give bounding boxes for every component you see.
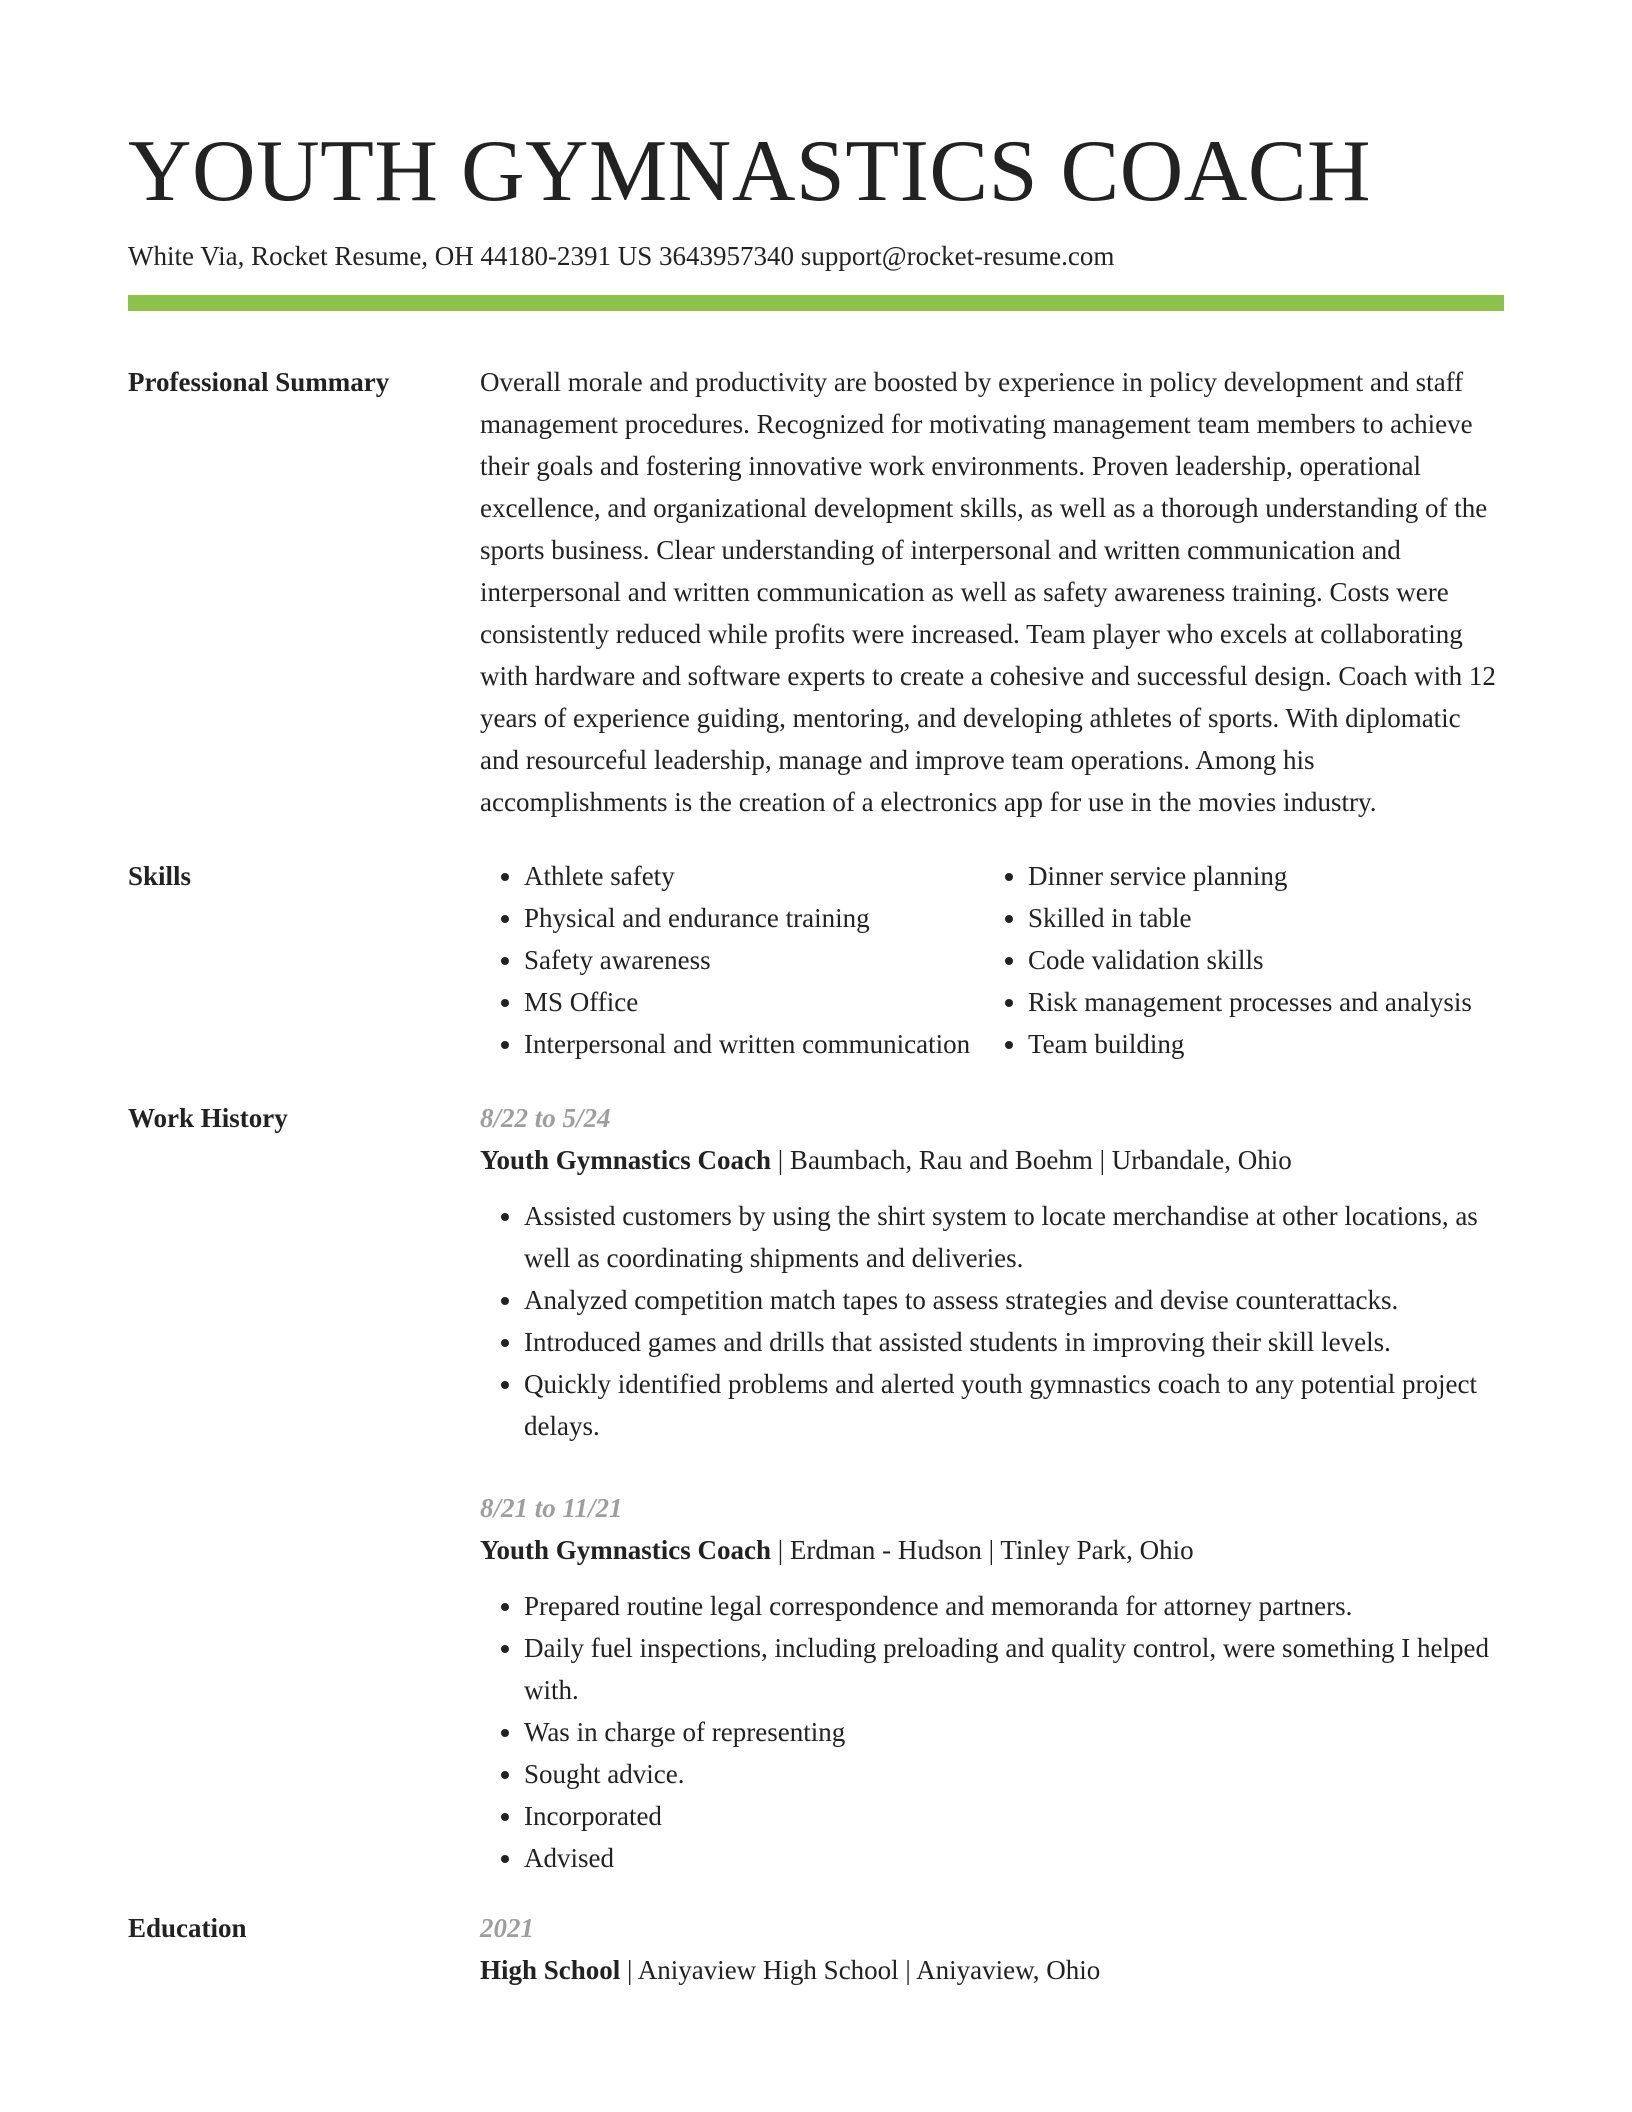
job-bullet: • Quickly identified problems and alerted youth gymnastics coach to any potential project delays. <box>524 1363 1504 1447</box>
job-header <box>480 1529 1504 1571</box>
education-entry <box>480 1949 1504 1991</box>
skills-section <box>128 855 1504 1065</box>
skill-item: • Skilled in table <box>1028 897 1488 939</box>
job-bullet: • Sought advice. <box>524 1753 1504 1795</box>
skill-item: • Interpersonal and written communication <box>524 1023 984 1065</box>
skill-item: • Physical and endurance training <box>524 897 984 939</box>
education-date: 2021 <box>480 1913 534 1943</box>
header-divider <box>128 295 1504 311</box>
job-title: Youth Gymnastics Coach <box>480 1535 772 1565</box>
job-header <box>480 1139 1504 1181</box>
job-date: 8/22 to 5/24 <box>480 1103 611 1133</box>
summary-text: Overall morale and productivity are boosted by experience in policy development and staff management procedures. Recognized for motivating management team members to achieve their goals and fostering innovative work environments. Proven leadership, operational excellence, and organizational development skills, as well as a thorough understanding of the sports business. Clear understanding of interpersonal and written communication and interpersonal and written communication as well as safety awareness training. Costs were consistently reduced while profits were increased. Team player who excels at collaborating with hardware and software experts to create a cohesive and successful design. Coach with 12 years of experience guiding, mentoring, and developing athletes of sports. With diplomatic and resourceful leadership, manage and improve team operations. Among his accomplishments is the creation of a electronics app for use in the movies industry. <box>480 367 1496 817</box>
job-bullet: • Was in charge of representing <box>524 1711 1504 1753</box>
skill-item: • Risk management processes and analysis <box>1028 981 1488 1023</box>
education-details: | Aniyaview High School | Aniyaview, Ohio <box>620 1955 1101 1985</box>
education-degree: High School <box>480 1955 621 1985</box>
contact-info: White Via, Rocket Resume, OH 44180-2391 US 3643957340 support@rocket-resume.com <box>128 241 1115 271</box>
job-details: | Erdman - Hudson | Tinley Park, Ohio <box>771 1535 1194 1565</box>
summary-heading: Professional Summary <box>128 367 390 397</box>
job-date: 8/21 to 11/21 <box>480 1493 623 1523</box>
job-bullet: • Introduced games and drills that assisted students in improving their skill levels. <box>524 1321 1504 1363</box>
job-entry <box>480 1487 1504 1879</box>
job-bullet: • Prepared routine legal correspondence and memoranda for attorney partners. <box>524 1585 1504 1627</box>
skill-item: • Athlete safety <box>524 855 984 897</box>
skills-list-right <box>984 855 1488 1065</box>
job-bullet-list <box>480 1585 1504 1879</box>
education-heading: Education <box>128 1913 247 1943</box>
skills-list-left <box>480 855 984 1065</box>
education-section <box>128 1907 1504 1991</box>
job-details: | Baumbach, Rau and Boehm | Urbandale, Ohio <box>771 1145 1292 1175</box>
skills-heading: Skills <box>128 861 192 891</box>
job-bullet: • Analyzed competition match tapes to assess strategies and devise counterattacks. <box>524 1279 1504 1321</box>
work-history-heading: Work History <box>128 1103 288 1133</box>
job-bullet: • Assisted customers by using the shirt system to locate merchandise at other locations, as well as coordinating shipments and deliveries. <box>524 1195 1504 1279</box>
skill-item: • Code validation skills <box>1028 939 1488 981</box>
job-title: Youth Gymnastics Coach <box>480 1145 772 1175</box>
job-bullet: • Daily fuel inspections, including preloading and quality control, were something I helped with. <box>524 1627 1504 1711</box>
job-bullet-list <box>480 1195 1504 1447</box>
work-history-section <box>128 1097 1504 1879</box>
skill-item: • Dinner service planning <box>1028 855 1488 897</box>
skills-grid <box>480 855 1504 1065</box>
candidate-name: YOUTH GYMNASTICS COACH <box>128 123 1372 220</box>
job-bullet: • Advised <box>524 1837 1504 1879</box>
job-entry <box>480 1097 1504 1447</box>
skill-item: • MS Office <box>524 981 984 1023</box>
summary-section <box>128 361 1504 823</box>
skill-item: • Safety awareness <box>524 939 984 981</box>
skill-item: • Team building <box>1028 1023 1488 1065</box>
job-bullet: • Incorporated <box>524 1795 1504 1837</box>
